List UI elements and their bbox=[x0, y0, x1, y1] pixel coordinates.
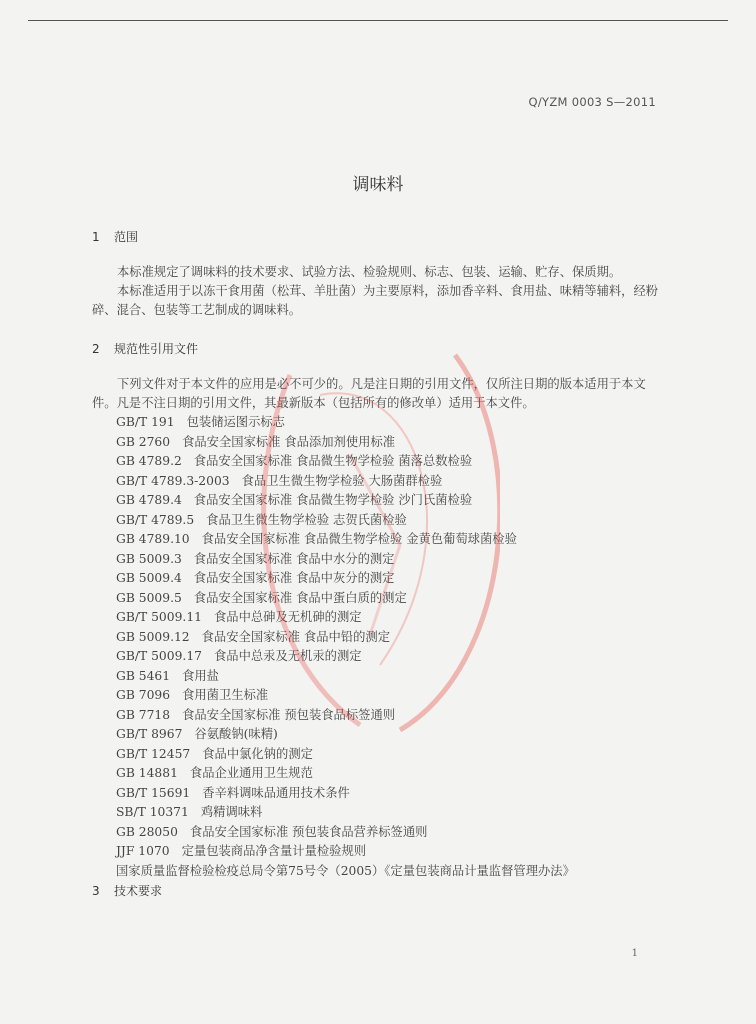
reference-item bbox=[116, 725, 575, 745]
reference-item bbox=[116, 628, 575, 648]
reference-code: GB 7718 bbox=[116, 707, 171, 722]
reference-code: GB/T 15691 bbox=[116, 785, 191, 800]
section-title: 规范性引用文件 bbox=[114, 342, 199, 356]
scope-paragraph-1: 本标准规定了调味料的技术要求、试验方法、检验规则、标志、包装、运输、贮存、保质期。 bbox=[117, 265, 622, 279]
reference-code: GB 4789.2 bbox=[116, 454, 182, 468]
reference-title: 包装储运图示标志 bbox=[186, 415, 285, 429]
reference-code: GB/T 5009.17 bbox=[116, 649, 202, 663]
reference-title: 国家质量监督检验检疫总局令第75号令（2005）《定量包装商品计量监督管理办法》 bbox=[116, 863, 575, 878]
reference-code: GB 5009.3 bbox=[116, 551, 182, 566]
references-intro: 下列文件对于本文件的应用是必不可少的。凡是注日期的引用文件，仅所注日期的版本适用于本文件。凡是不注日期的引用文件，其最新版本（包括所有的修改单）适用于本文件。 bbox=[92, 377, 646, 410]
reference-item bbox=[116, 764, 575, 784]
reference-code: GB 5009.5 bbox=[116, 590, 182, 605]
page-number: 1 bbox=[631, 948, 638, 959]
reference-item bbox=[116, 647, 575, 667]
reference-title: 食品安全国家标准 预包装食品标签通则 bbox=[182, 707, 396, 722]
section-heading-technical-requirements bbox=[92, 882, 162, 899]
reference-item bbox=[116, 413, 575, 433]
reference-code: GB 4789.4 bbox=[116, 493, 182, 507]
reference-title: 食品安全国家标准 食品中蛋白质的测定 bbox=[193, 590, 407, 605]
reference-item bbox=[116, 667, 575, 687]
reference-code: GB 5461 bbox=[116, 668, 171, 683]
reference-item bbox=[116, 452, 575, 472]
reference-item bbox=[116, 706, 575, 726]
reference-item bbox=[116, 842, 575, 862]
reference-item bbox=[116, 589, 575, 609]
reference-title: 食用盐 bbox=[182, 668, 219, 683]
reference-title: 食品企业通用卫生规范 bbox=[189, 766, 313, 780]
section-number: 1 bbox=[92, 230, 100, 244]
reference-code: GB/T 4789.5 bbox=[116, 512, 195, 527]
reference-item bbox=[116, 745, 575, 765]
reference-title: 食品安全国家标准 食品微生物学检验 金黄色葡萄球菌检验 bbox=[201, 532, 517, 546]
reference-item bbox=[116, 784, 575, 804]
reference-title: 食品中总汞及无机汞的测定 bbox=[213, 649, 362, 663]
reference-item bbox=[116, 472, 575, 492]
reference-code: GB 7096 bbox=[116, 688, 171, 702]
section-title: 范围 bbox=[114, 230, 139, 244]
section-number: 3 bbox=[92, 884, 100, 898]
reference-code: GB 5009.12 bbox=[116, 629, 190, 644]
reference-title: 食品中总砷及无机砷的测定 bbox=[213, 610, 362, 624]
reference-code: GB/T 12457 bbox=[116, 746, 191, 761]
reference-item bbox=[116, 550, 575, 570]
reference-title: 食品安全国家标准 食品中灰分的测定 bbox=[193, 571, 395, 585]
reference-code: GB/T 4789.3-2003 bbox=[116, 473, 230, 488]
reference-item bbox=[116, 686, 575, 706]
reference-title: 食品安全国家标准 食品添加剂使用标准 bbox=[182, 434, 396, 449]
reference-item bbox=[116, 569, 575, 589]
document-code: Q/YZM 0003 S—2011 bbox=[528, 95, 656, 109]
reference-item bbox=[116, 608, 575, 628]
reference-code: GB/T 5009.11 bbox=[116, 610, 202, 624]
reference-code: SB/T 10371 bbox=[116, 805, 189, 819]
reference-title: 食用菌卫生标准 bbox=[182, 688, 269, 702]
reference-code: GB 4789.10 bbox=[116, 532, 190, 546]
reference-title: 食品安全国家标准 预包装食品营养标签通则 bbox=[189, 824, 428, 839]
reference-code: JJF 1070 bbox=[116, 844, 170, 858]
reference-code: GB 28050 bbox=[116, 824, 178, 839]
reference-title: 食品中氯化钠的测定 bbox=[202, 746, 313, 761]
reference-item bbox=[116, 511, 575, 531]
reference-title: 食品卫生微生物学检验 志贺氏菌检验 bbox=[206, 512, 407, 527]
reference-code: GB/T 8967 bbox=[116, 727, 183, 741]
reference-item bbox=[116, 803, 575, 823]
reference-code: GB 5009.4 bbox=[116, 571, 182, 585]
reference-title: 食品安全国家标准 食品微生物学检验 菌落总数检验 bbox=[193, 454, 473, 468]
reference-title: 食品安全国家标准 食品中水分的测定 bbox=[193, 551, 395, 566]
reference-list bbox=[116, 413, 575, 881]
reference-title: 鸡精调味料 bbox=[200, 805, 263, 819]
reference-title: 食品安全国家标准 食品微生物学检验 沙门氏菌检验 bbox=[193, 493, 473, 507]
reference-title: 食品卫生微生物学检验 大肠菌群检验 bbox=[241, 473, 443, 488]
section-number: 2 bbox=[92, 342, 100, 356]
reference-code: GB 14881 bbox=[116, 766, 178, 780]
reference-code: GB 2760 bbox=[116, 434, 171, 449]
document-title: 调味料 bbox=[352, 175, 404, 195]
section-heading-scope bbox=[92, 228, 138, 245]
reference-title: 谷氨酸钠(味精) bbox=[194, 727, 278, 741]
section-title: 技术要求 bbox=[114, 884, 163, 898]
reference-item bbox=[116, 823, 575, 843]
scope-paragraph-2: 本标准适用于以冻干食用菌（松茸、羊肚菌）为主要原料，添加香辛料、食用盐、味精等辅料，经粉碎、混合、包装等工艺制成的调味料。 bbox=[92, 284, 659, 317]
reference-item bbox=[116, 862, 575, 882]
reference-title: 香辛料调味品通用技术条件 bbox=[202, 785, 350, 800]
top-rule bbox=[28, 20, 728, 21]
section-heading-references bbox=[92, 340, 198, 357]
reference-title: 定量包装商品净含量计量检验规则 bbox=[181, 844, 367, 858]
reference-item bbox=[116, 433, 575, 453]
reference-code: GB/T 191 bbox=[116, 415, 175, 429]
reference-item bbox=[116, 530, 575, 550]
reference-title: 食品安全国家标准 食品中铅的测定 bbox=[201, 629, 390, 644]
reference-item bbox=[116, 491, 575, 511]
